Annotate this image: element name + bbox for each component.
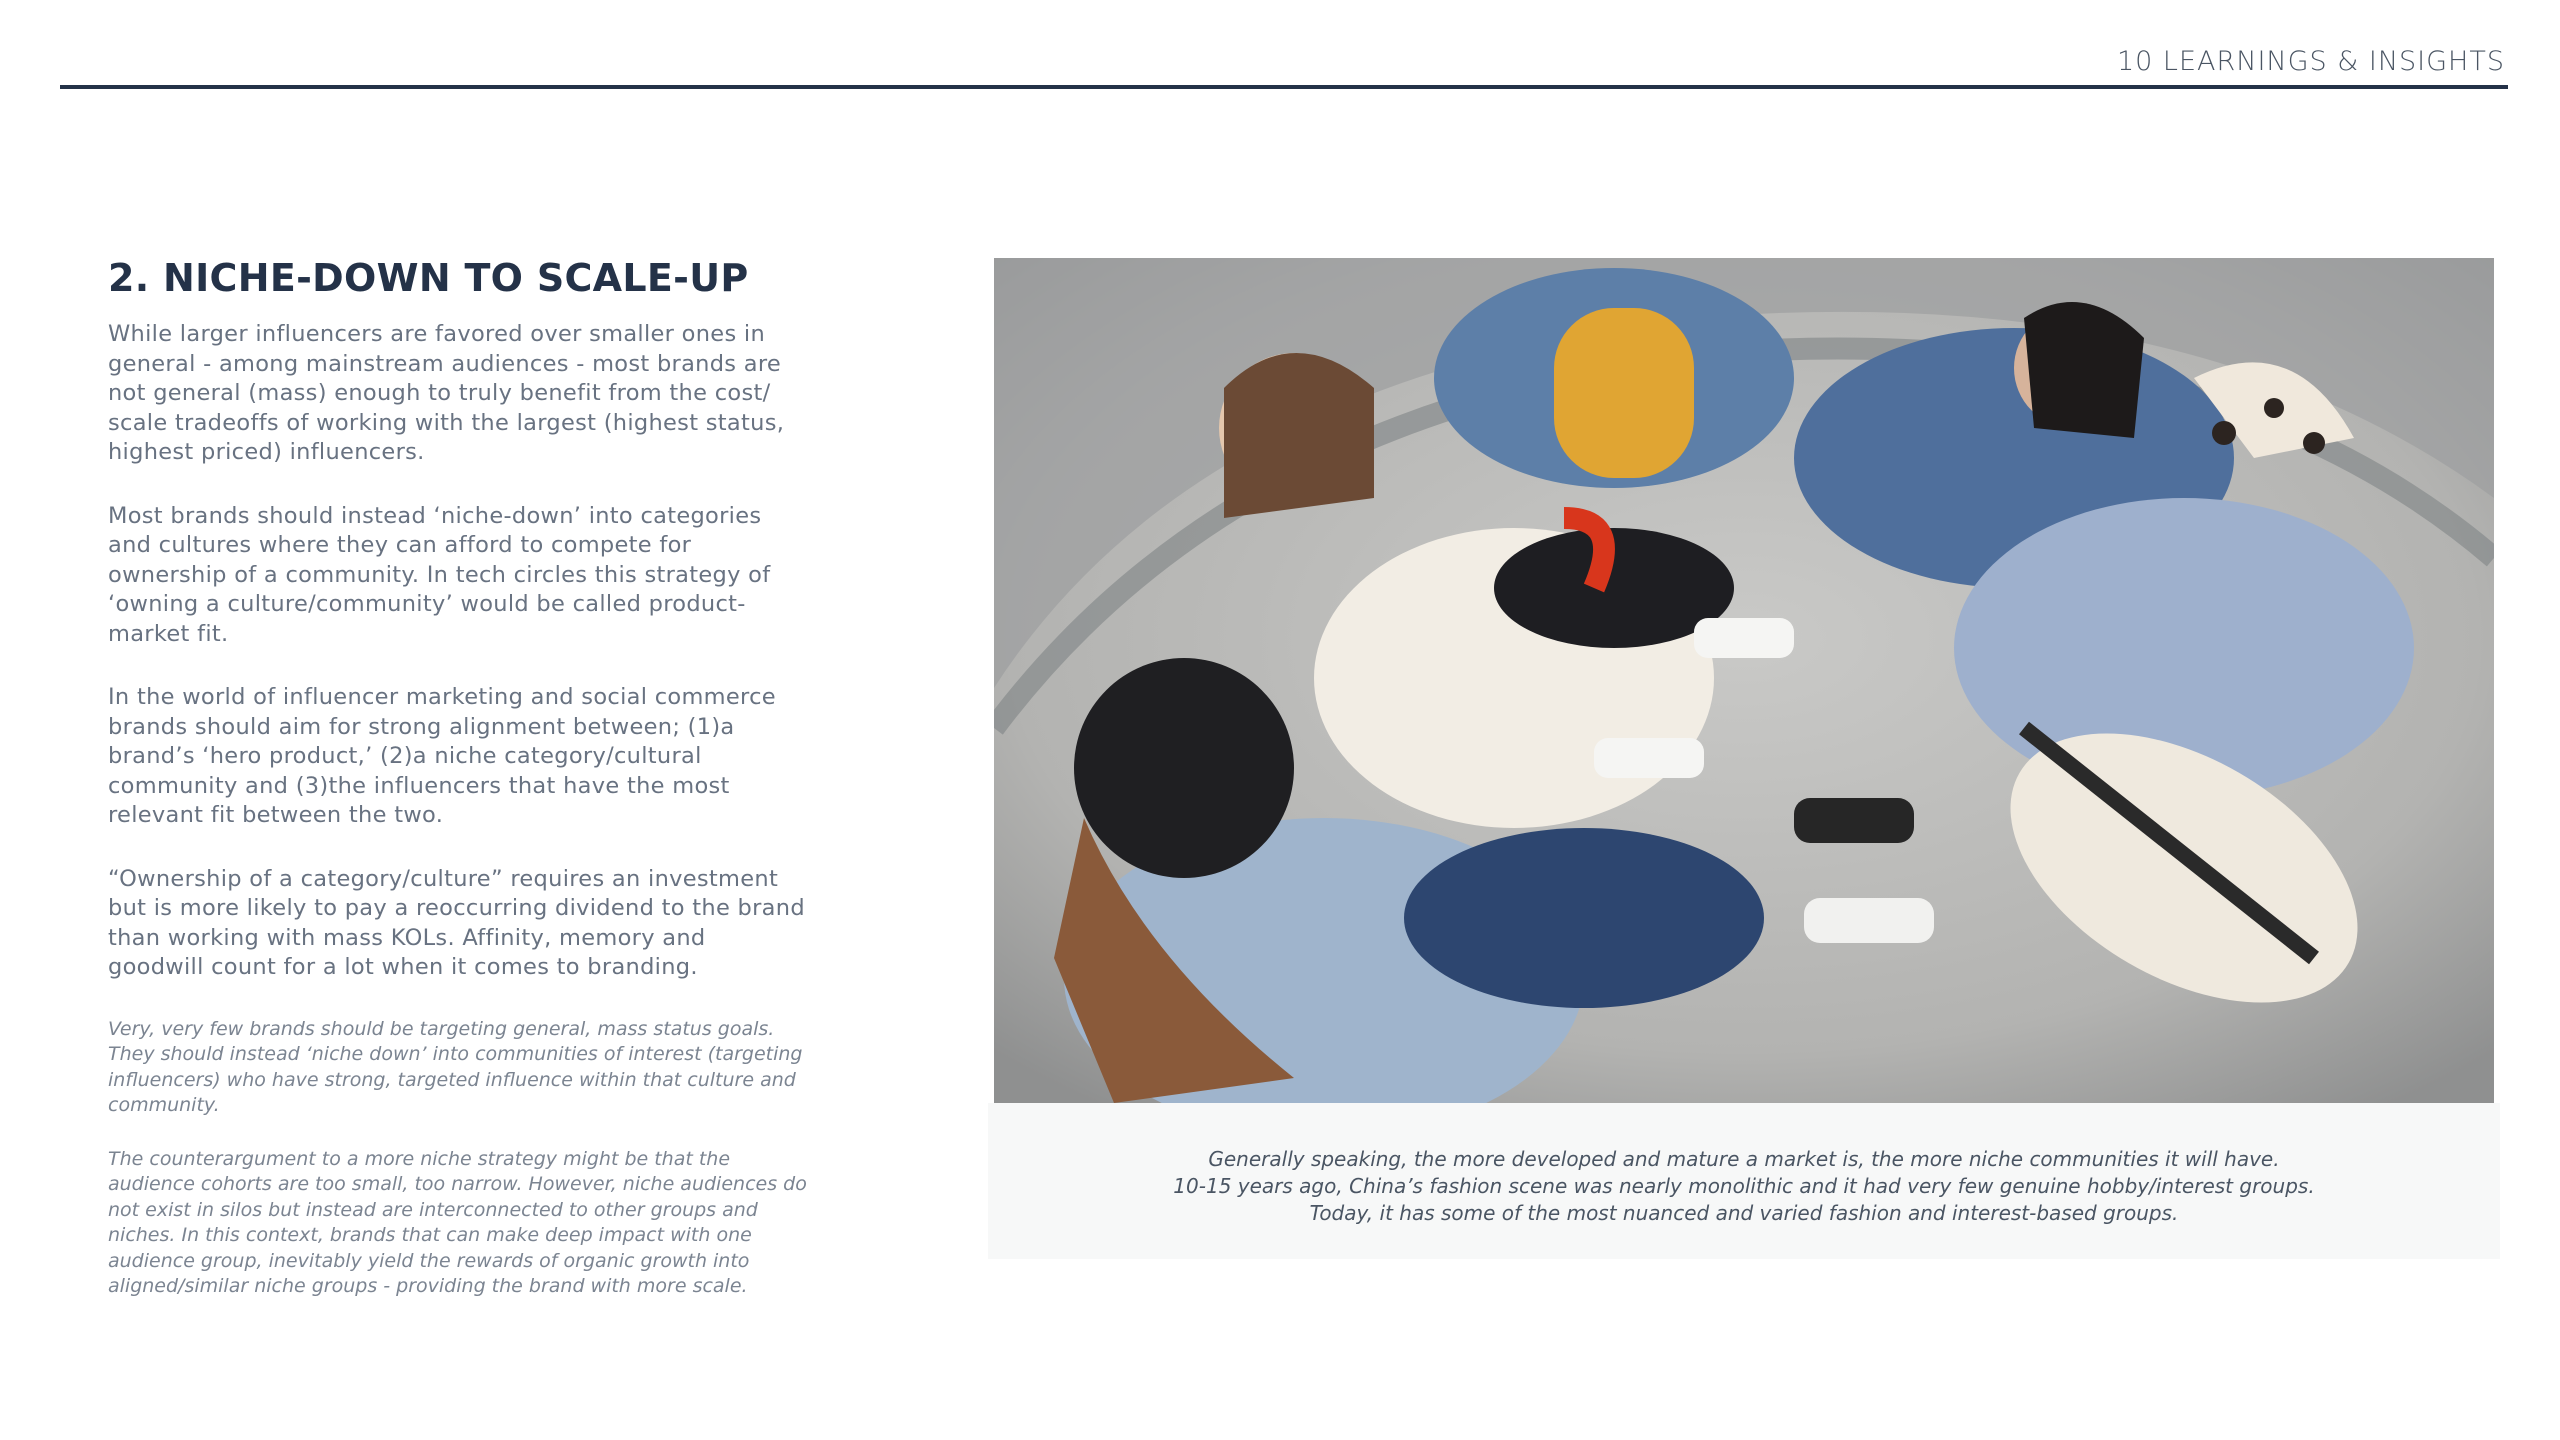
group-photo-illustration bbox=[994, 258, 2494, 1103]
text-column bbox=[108, 256, 808, 1328]
photo-caption bbox=[988, 1103, 2500, 1259]
caption-line-2: 10-15 years ago, China’s fashion scene was nearly monolithic and it had very few genuine hobby/interest groups. bbox=[1173, 1174, 2315, 1198]
paragraph-1: While larger influencers are favored over smaller ones in general - among mainstream audiences - most brands are not general (mass) enough to truly benefit from the cost/ scale tradeoffs of working with the largest (highest status, highest priced) influencers. bbox=[108, 321, 785, 465]
section-label: 10 LEARNINGS & INSIGHTS bbox=[2116, 46, 2505, 77]
group-photo bbox=[994, 258, 2494, 1103]
note-1: Very, very few brands should be targeting general, mass status goals. They should instead ‘niche down’ into communities of interest (targeting influencers) who have strong, targeted influence within that culture and community. bbox=[108, 1017, 803, 1116]
page-title: 2. NICHE-DOWN TO SCALE-UP bbox=[108, 256, 749, 300]
caption-line-1: Generally speaking, the more developed and mature a market is, the more niche communities it will have. bbox=[1208, 1147, 2280, 1171]
note-2: The counterargument to a more niche strategy might be that the audience cohorts are too small, too narrow. However, niche audiences do not exist in silos but instead are interconnected to other groups and niches. In this context, brands that can make deep impact with one audience group, inevitably yield the rewards of organic growth into aligned/similar niche groups - providing the brand with more scale. bbox=[108, 1147, 807, 1297]
paragraph-2: Most brands should instead ‘niche-down’ into categories and cultures where they can afford to compete for ownership of a community. In tech circles this strategy of ‘owning a culture/community’ would be called product-market fit. bbox=[108, 502, 771, 647]
header-divider bbox=[60, 85, 2508, 89]
paragraph-4: “Ownership of a category/culture” requires an investment but is more likely to pay a reoccurring dividend to the brand than working with mass KOLs. Affinity, memory and goodwill count for a lot when it comes to branding. bbox=[108, 865, 805, 980]
caption-line-3: Today, it has some of the most nuanced and varied fashion and interest-based groups. bbox=[1309, 1201, 2179, 1225]
paragraph-3: In the world of influencer marketing and social commerce brands should aim for strong alignment between; (1)a brand’s ‘hero product,’ (2)a niche category/cultural community and (3)the influencers that have the most relevant fit between the two. bbox=[108, 684, 776, 828]
